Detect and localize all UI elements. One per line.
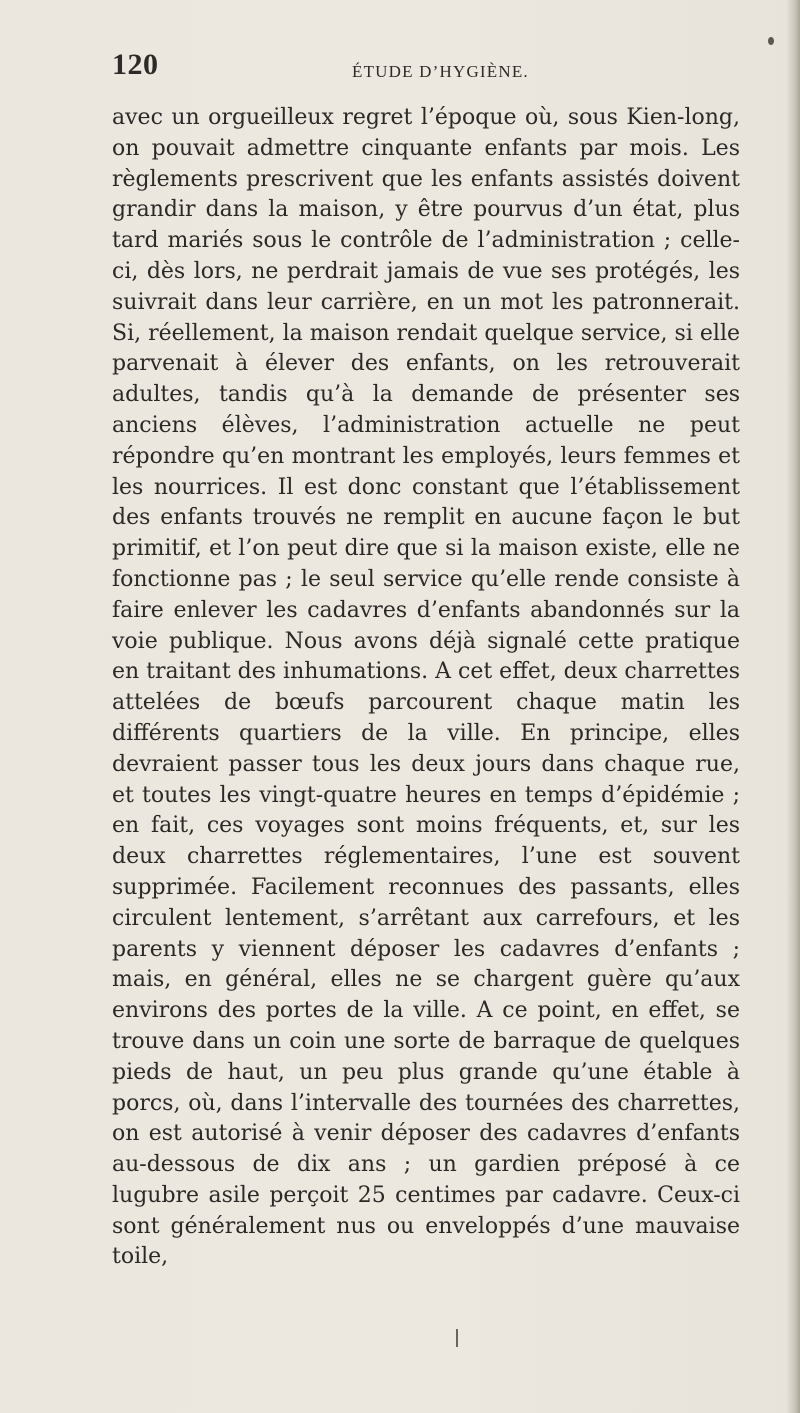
page-header bbox=[112, 44, 740, 84]
page-number: 120 bbox=[112, 48, 159, 81]
page-edge-shadow bbox=[786, 0, 800, 1413]
bottom-ink-mark bbox=[456, 1329, 458, 1347]
body-paragraph: avec un orgueilleux regret l’époque où, sous Kien-long, on pouvait admettre cinquante enfants par mois. Les règlements prescrivent que les enfants assistés doivent grandir dans la maison, y être pourvus d’un état, plus tard mariés sous le contrôle de l’administration ; celle-ci, dès lors, ne perdrait jamais de vue ses protégés, les suivrait dans leur carrière, en un mot les patronnerait. Si, réellement, la maison rendait quelque service, si elle parvenait à élever des enfants, on les retrouverait adultes, tandis qu’à la demande de présenter ses anciens élèves, l’administration actuelle ne peut répondre qu’en montrant les employés, leurs femmes et les nourrices. Il est donc constant que l’établissement des enfants trouvés ne remplit en aucune façon le but primitif, et l’on peut dire que si la maison existe, elle ne fonctionne pas ; le seul service qu’elle rende consiste à faire enlever les cadavres d’enfants abandonnés sur la voie publique. Nous avons déjà signalé cette pratique en traitant des inhumations. A cet effet, deux charrettes attelées de bœufs parcourent chaque matin les différents quartiers de la ville. En principe, elles devraient passer tous les deux jours dans chaque rue, et toutes les vingt-quatre heures en temps d’épidémie ; en fait, ces voyages sont moins fréquents, et, sur les deux charrettes réglementaires, l’une est souvent supprimée. Facilement reconnues des passants, elles circulent lentement, s’arrêtant aux carrefours, et les parents y viennent déposer les cadavres d’enfants ; mais, en général, elles ne se chargent guère qu’aux environs des portes de la ville. A ce point, en effet, se trouve dans un coin une sorte de barraque de quelques pieds de haut, un peu plus grande qu’une étable à porcs, où, dans l’intervalle des tournées des charrettes, on est autorisé à venir déposer des cadavres d’enfants au-dessous de dix ans ; un gardien préposé à ce lugubre asile perçoit 25 centimes par cadavre. Ceux-ci sont généralement nus ou enveloppés d’une mauvaise toile, bbox=[112, 105, 740, 1270]
main-text bbox=[112, 103, 740, 1273]
running-head: ÉTUDE D’HYGIÈNE. bbox=[352, 62, 529, 81]
ink-speck-mark bbox=[768, 37, 774, 45]
